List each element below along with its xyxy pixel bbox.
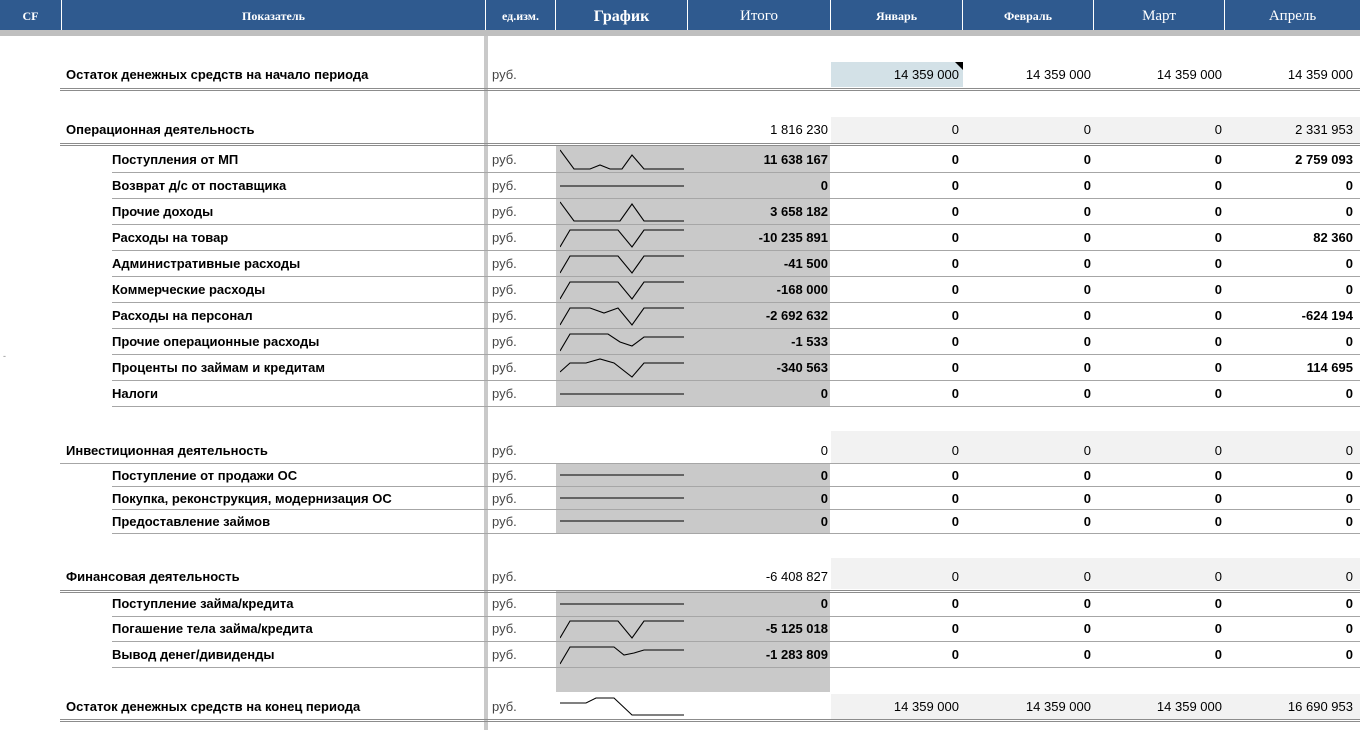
- row-mar[interactable]: 0: [1214, 360, 1222, 375]
- row-feb[interactable]: 0: [1083, 491, 1091, 506]
- sparkline: [560, 357, 684, 379]
- row-apr[interactable]: 2 331 953: [1295, 122, 1353, 137]
- row-mar[interactable]: 0: [1214, 178, 1222, 193]
- header-cf[interactable]: CF: [0, 0, 62, 30]
- sparkline: [560, 510, 684, 532]
- row-jan[interactable]: 0: [951, 491, 959, 506]
- row-label: Поступление от продажи ОС: [112, 468, 298, 483]
- row-unit: руб.: [492, 308, 517, 323]
- row-jan[interactable]: 0: [951, 308, 959, 323]
- row-unit: руб.: [492, 282, 517, 297]
- sparkline: [560, 566, 684, 588]
- row-total[interactable]: -6 408 827: [765, 569, 828, 584]
- row-jan[interactable]: 0: [951, 514, 959, 529]
- row-mar[interactable]: 0: [1214, 621, 1222, 636]
- row-unit: руб.: [492, 360, 517, 375]
- row-jan[interactable]: 0: [951, 596, 959, 611]
- table-row[interactable]: [0, 225, 1360, 250]
- row-total[interactable]: 0: [820, 443, 828, 458]
- row-total[interactable]: [700, 694, 828, 719]
- row-unit: руб.: [492, 468, 517, 483]
- row-mar[interactable]: 0: [1214, 647, 1222, 662]
- row-unit: руб.: [492, 443, 517, 458]
- row-label: Коммерческие расходы: [112, 282, 266, 297]
- sparkline: [560, 644, 684, 666]
- table-row[interactable]: [0, 438, 1360, 463]
- row-jan[interactable]: 0: [951, 386, 959, 401]
- row-feb[interactable]: 0: [1083, 230, 1091, 245]
- row-apr[interactable]: 0: [1345, 468, 1353, 483]
- sparkline-path: [560, 647, 684, 664]
- row-apr[interactable]: 0: [1345, 491, 1353, 506]
- row-total[interactable]: -1 283 809: [765, 647, 828, 662]
- row-feb[interactable]: 0: [1083, 122, 1091, 137]
- table-row[interactable]: [0, 616, 1360, 641]
- divider-operating: [60, 143, 1360, 146]
- table-row[interactable]: [0, 62, 1360, 87]
- row-total[interactable]: 0: [820, 491, 828, 506]
- row-line: [112, 667, 1360, 668]
- row-unit: руб.: [492, 596, 517, 611]
- row-feb[interactable]: 0: [1083, 647, 1091, 662]
- row-mar[interactable]: 0: [1214, 468, 1222, 483]
- table-row[interactable]: [0, 147, 1360, 172]
- row-apr[interactable]: 0: [1345, 282, 1353, 297]
- sparkline-path: [560, 282, 684, 299]
- row-label: Остаток денежных средств на конец периода: [66, 699, 361, 714]
- row-label: Операционная деятельность: [66, 122, 255, 137]
- sparkline-path: [560, 256, 684, 273]
- row-label: Поступление займа/кредита: [112, 596, 294, 611]
- row-jan[interactable]: 14 359 000: [893, 67, 959, 82]
- row-total[interactable]: 0: [820, 178, 828, 193]
- row-unit: [492, 117, 552, 142]
- row-total[interactable]: -168 000: [776, 282, 828, 297]
- sparkline-path: [560, 202, 684, 221]
- sparkline-path: [560, 698, 684, 715]
- row-apr[interactable]: 0: [1345, 386, 1353, 401]
- sparkline: [560, 487, 684, 509]
- row-jan[interactable]: 0: [951, 443, 959, 458]
- table-row[interactable]: [0, 355, 1360, 380]
- table-row[interactable]: [0, 173, 1360, 198]
- row-label: Административные расходы: [112, 256, 301, 271]
- row-mar[interactable]: 14 359 000: [1156, 699, 1222, 714]
- row-jan[interactable]: 0: [951, 360, 959, 375]
- table-row[interactable]: [0, 591, 1360, 616]
- row-apr[interactable]: 0: [1345, 204, 1353, 219]
- row-label: Возврат д/с от поставщика: [112, 178, 287, 193]
- row-mar[interactable]: 0: [1214, 230, 1222, 245]
- row-jan[interactable]: 0: [951, 178, 959, 193]
- row-apr[interactable]: 0: [1345, 443, 1353, 458]
- sparkline: [560, 618, 684, 640]
- row-label: Остаток денежных средств на начало периода: [66, 67, 369, 82]
- table-row[interactable]: [0, 564, 1360, 589]
- row-label: Прочие доходы: [112, 204, 214, 219]
- row-label: Расходы на персонал: [112, 308, 253, 323]
- row-unit: руб.: [492, 230, 517, 245]
- row-jan[interactable]: 0: [951, 334, 959, 349]
- sparkline: [560, 253, 684, 275]
- row-feb[interactable]: 0: [1083, 334, 1091, 349]
- row-feb[interactable]: 0: [1083, 152, 1091, 167]
- divider-opening: [60, 88, 1360, 91]
- row-jan[interactable]: 0: [951, 152, 959, 167]
- row-label: Вывод денег/дивиденды: [112, 647, 275, 662]
- row-mar[interactable]: 14 359 000: [1156, 67, 1222, 82]
- table-row[interactable]: [0, 381, 1360, 406]
- header-month-feb[interactable]: Февраль: [963, 0, 1094, 30]
- row-total[interactable]: 1 816 230: [770, 122, 828, 137]
- row-feb[interactable]: 0: [1083, 514, 1091, 529]
- row-apr[interactable]: -624 194: [1301, 308, 1353, 323]
- sparkline: [560, 119, 684, 141]
- sparkline: [560, 593, 684, 615]
- row-feb[interactable]: 14 359 000: [1025, 67, 1091, 82]
- sparkline: [560, 149, 684, 171]
- row-feb[interactable]: 0: [1083, 178, 1091, 193]
- row-mar[interactable]: 0: [1214, 308, 1222, 323]
- table-row[interactable]: [0, 303, 1360, 328]
- sparkline: [560, 331, 684, 353]
- sparkline-path: [560, 230, 684, 247]
- row-jan[interactable]: 0: [951, 122, 959, 137]
- row-feb[interactable]: 0: [1083, 204, 1091, 219]
- row-jan[interactable]: 0: [951, 468, 959, 483]
- row-mar[interactable]: 0: [1214, 152, 1222, 167]
- sparkline: [560, 64, 684, 86]
- row-mar[interactable]: 0: [1214, 443, 1222, 458]
- row-apr[interactable]: 0: [1345, 647, 1353, 662]
- row-mar[interactable]: 0: [1214, 256, 1222, 271]
- row-apr[interactable]: 0: [1345, 256, 1353, 271]
- row-apr[interactable]: 82 360: [1313, 230, 1353, 245]
- sparkline: [560, 279, 684, 301]
- row-jan[interactable]: 0: [951, 569, 959, 584]
- row-apr[interactable]: 0: [1345, 178, 1353, 193]
- table-row[interactable]: [0, 329, 1360, 354]
- sparkline-path: [560, 621, 684, 638]
- row-label: Покупка, реконструкция, модернизация ОС: [112, 491, 392, 506]
- divider-closing: [60, 719, 1360, 722]
- sparkline: [560, 383, 684, 405]
- row-unit: руб.: [492, 647, 517, 662]
- table-row[interactable]: [0, 277, 1360, 302]
- row-total[interactable]: 11 638 167: [763, 152, 828, 167]
- sparkline-path: [560, 308, 684, 325]
- row-feb[interactable]: 0: [1083, 386, 1091, 401]
- row-unit: руб.: [492, 334, 517, 349]
- row-jan[interactable]: 14 359 000: [893, 699, 959, 714]
- row-total[interactable]: -41 500: [783, 256, 828, 271]
- row-jan[interactable]: 0: [951, 647, 959, 662]
- row-unit: руб.: [492, 256, 517, 271]
- row-apr[interactable]: 16 690 953: [1287, 699, 1353, 714]
- row-mar[interactable]: 0: [1214, 334, 1222, 349]
- row-unit: руб.: [492, 621, 517, 636]
- header-total[interactable]: Итого: [688, 0, 831, 30]
- row-label: Расходы на товар: [112, 230, 229, 245]
- row-total[interactable]: [700, 62, 828, 87]
- row-unit: руб.: [492, 204, 517, 219]
- row-label: Налоги: [112, 386, 159, 401]
- row-label: Инвестиционная деятельность: [66, 443, 268, 458]
- row-total[interactable]: 3 658 182: [770, 204, 828, 219]
- row-line: [112, 533, 1360, 534]
- header-unit[interactable]: ед.изм.: [486, 0, 556, 30]
- row-unit: руб.: [492, 67, 517, 82]
- table-header: [0, 0, 1360, 32]
- row-mar[interactable]: 0: [1214, 282, 1222, 297]
- row-jan[interactable]: 0: [951, 230, 959, 245]
- header-month-mar[interactable]: Март: [1094, 0, 1225, 30]
- table-row[interactable]: [0, 694, 1360, 719]
- row-unit: руб.: [492, 152, 517, 167]
- row-label: Прочие операционные расходы: [112, 334, 320, 349]
- sparkline-path: [560, 334, 684, 351]
- row-feb[interactable]: 0: [1083, 360, 1091, 375]
- row-jan[interactable]: 0: [951, 282, 959, 297]
- table-row[interactable]: [0, 642, 1360, 667]
- header-indicator[interactable]: Показатель: [62, 0, 486, 30]
- table-row[interactable]: [0, 509, 1360, 534]
- table-row[interactable]: [0, 251, 1360, 276]
- sparkline-path: [560, 359, 684, 377]
- stray-mark: -: [3, 351, 6, 361]
- sparkline-path: [560, 150, 684, 169]
- row-feb[interactable]: 0: [1083, 569, 1091, 584]
- row-mar[interactable]: 0: [1214, 514, 1222, 529]
- row-apr[interactable]: 0: [1345, 596, 1353, 611]
- row-feb[interactable]: 0: [1083, 256, 1091, 271]
- row-label: Погашение тела займа/кредита: [112, 621, 313, 636]
- row-total[interactable]: -5 125 018: [765, 621, 828, 636]
- row-line: [112, 406, 1360, 407]
- row-feb[interactable]: 0: [1083, 308, 1091, 323]
- table-row[interactable]: [0, 117, 1360, 142]
- row-apr[interactable]: 0: [1345, 334, 1353, 349]
- sparkline: [560, 201, 684, 223]
- row-mar[interactable]: 0: [1214, 596, 1222, 611]
- row-unit: руб.: [492, 178, 517, 193]
- table-row[interactable]: [0, 486, 1360, 511]
- row-total[interactable]: 0: [820, 514, 828, 529]
- header-chart[interactable]: График: [556, 0, 688, 30]
- row-total[interactable]: 0: [820, 596, 828, 611]
- row-apr[interactable]: 0: [1345, 621, 1353, 636]
- row-total[interactable]: -1 533: [791, 334, 828, 349]
- row-label: Предоставление займов: [112, 514, 271, 529]
- row-mar[interactable]: 0: [1214, 204, 1222, 219]
- sparkline: [560, 175, 684, 197]
- row-mar[interactable]: 0: [1214, 122, 1222, 137]
- row-label: Финансовая деятельность: [66, 569, 240, 584]
- row-total[interactable]: -340 563: [776, 360, 828, 375]
- row-jan[interactable]: 0: [951, 256, 959, 271]
- row-apr[interactable]: 0: [1345, 514, 1353, 529]
- sparkline: [560, 695, 684, 717]
- sparkline: [560, 464, 684, 486]
- row-total[interactable]: -10 235 891: [758, 230, 828, 245]
- row-jan[interactable]: 0: [951, 204, 959, 219]
- row-label: Проценты по займам и кредитам: [112, 360, 325, 375]
- sparkline: [560, 440, 684, 462]
- row-mar[interactable]: 0: [1214, 569, 1222, 584]
- row-feb[interactable]: 0: [1083, 596, 1091, 611]
- row-label: Поступления от МП: [112, 152, 239, 167]
- row-feb[interactable]: 14 359 000: [1025, 699, 1091, 714]
- row-unit: руб.: [492, 514, 517, 529]
- row-feb[interactable]: 0: [1083, 468, 1091, 483]
- row-mar[interactable]: 0: [1214, 491, 1222, 506]
- row-apr[interactable]: 14 359 000: [1287, 67, 1353, 82]
- table-row[interactable]: [0, 463, 1360, 488]
- sparkline: [560, 227, 684, 249]
- row-unit: руб.: [492, 699, 517, 714]
- row-unit: руб.: [492, 569, 517, 584]
- row-apr[interactable]: 0: [1345, 569, 1353, 584]
- sparkline: [560, 305, 684, 327]
- table-row[interactable]: [0, 199, 1360, 224]
- row-feb[interactable]: 0: [1083, 443, 1091, 458]
- header-month-apr[interactable]: Апрель: [1268, 8, 1317, 24]
- row-unit: руб.: [492, 386, 517, 401]
- row-apr[interactable]: 114 695: [1306, 360, 1353, 375]
- row-mar[interactable]: 0: [1214, 386, 1222, 401]
- row-feb[interactable]: 0: [1083, 621, 1091, 636]
- row-feb[interactable]: 0: [1083, 282, 1091, 297]
- row-total[interactable]: -2 692 632: [765, 308, 828, 323]
- row-jan[interactable]: 0: [951, 621, 959, 636]
- row-total[interactable]: 0: [820, 468, 828, 483]
- row-total[interactable]: 0: [820, 386, 828, 401]
- header-separator: [0, 30, 1360, 36]
- row-unit: руб.: [492, 491, 517, 506]
- header-month-jan[interactable]: Январь: [831, 0, 963, 30]
- row-apr[interactable]: 2 759 093: [1295, 152, 1353, 167]
